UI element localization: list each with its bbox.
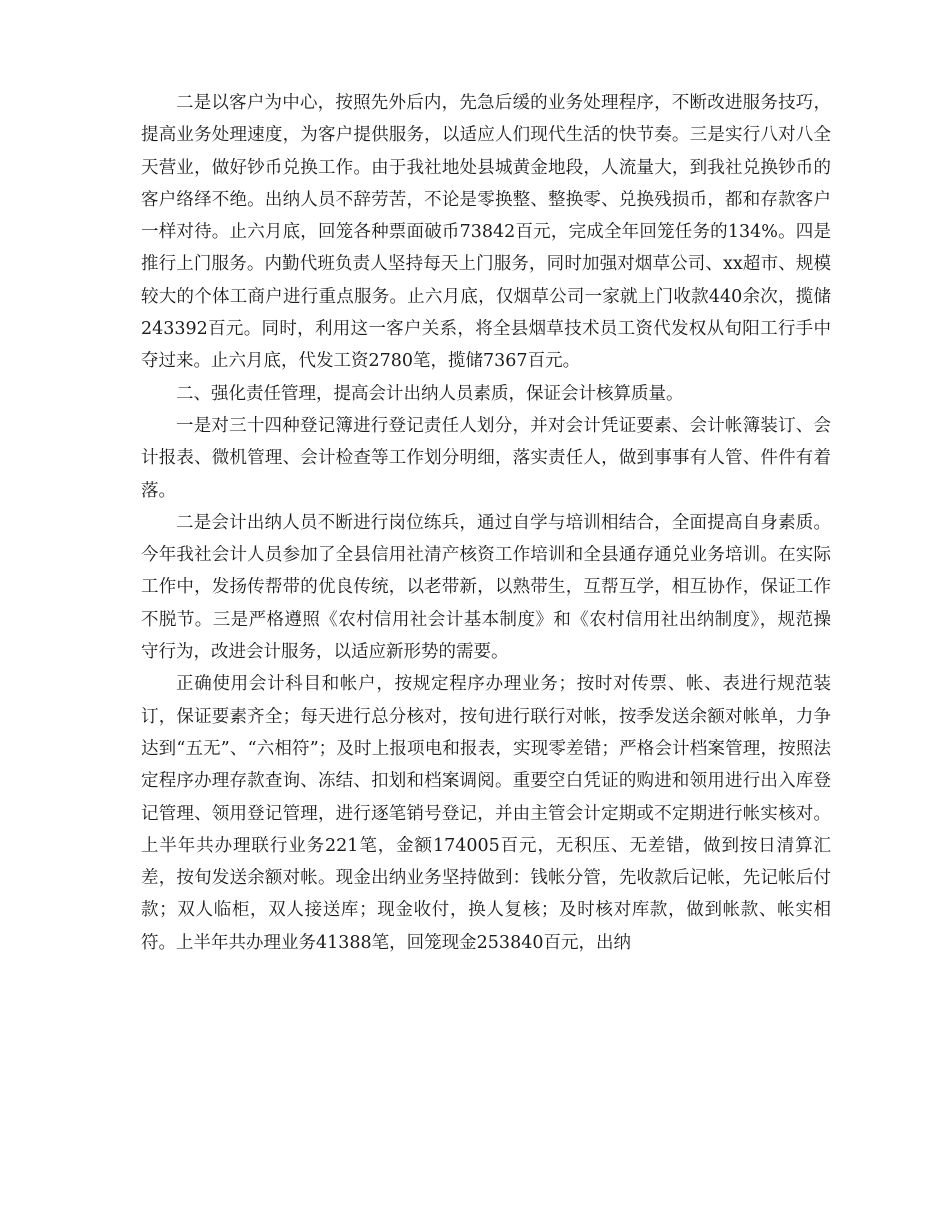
paragraph-accounting-procedures: 正确使用会计科目和帐户，按规定程序办理业务；按时对传票、帐、表进行规范装订，保证要素齐全；每天进行总分核对，按旬进行联行对帐，按季发送余额对帐单，力争达到“五无”、“六相符”；及时上报项电和报表，实现零差错；严格会计档案管理，按照法定程序办理存款查询、冻结、扣划和档案调阅。重要空白凭证的购进和领用进行出入库登记管理、领用登记管理，进行逐笔销号登记，并由主管会计定期或不定期进行帐实核对。上半年共办理联行业务221笔，金额174005百元，无积压、无差错，做到按日清算汇差，按旬发送余额对帐。现金出纳业务坚持做到：钱帐分管，先收款后记帐，先记帐后付款；双人临柜，双人接送库；现金收付，换人复核；及时核对库款，做到帐款、帐实相符。上半年共办理业务41388笔，回笼现金253840百元，出纳 <box>141 674 831 953</box>
paragraph-customer-service: 二是以客户为中心，按照先外后内，先急后缓的业务处理程序，不断改进服务技巧，提高业务处理速度，为客户提供服务，以适应人们现代生活的快节奏。三是实行八对八全天营业，做好钞币兑换工作。由于我社地处县城黄金地段，人流量大，到我社兑换钞币的客户络绎不绝。出纳人员不辞劳苦，不论是零换整、整换零、兑换残损币，都和存款客户一样对待。止六月底，回笼各种票面破币73842百元，完成全年回笼任务的134%。四是推行上门服务。内勤代班负责人坚持每天上门服务，同时加强对烟草公司、xx超市、规模较大的个体工商户进行重点服务。止六月底，仅烟草公司一家就上门收款440余次，揽储243392百元。同时，利用这一客户关系，将全县烟草技术员工资代发权从旬阳工行手中夺过来。止六月底，代发工资2780笔，揽储7367百元。 <box>141 93 831 372</box>
paragraph-training: 二是会计出纳人员不断进行岗位练兵，通过自学与培训相结合，全面提高自身素质。今年我社会计人员参加了全县信用社清产核资工作培训和全县通存通兑业务培训。在实际工作中，发扬传帮带的优良传统，以老带新，以熟带生，互帮互学，相互协作，保证工作不脱节。三是严格遵照《农村信用社会计基本制度》和《农村信用社出纳制度》，规范操守行为，改进会计服务，以适应新形势的需要。 <box>141 512 831 663</box>
section-heading-responsibility: 二、强化责任管理，提高会计出纳人员素质，保证会计核算质量。 <box>176 383 684 404</box>
document-body <box>141 87 831 959</box>
paragraph-register-division: 一是对三十四种登记簿进行登记责任人划分，并对会计凭证要素、会计帐簿装订、会计报表、微机管理、会计检查等工作划分明细，落实责任人，做到事事有人管、件件有着落。 <box>141 415 831 501</box>
